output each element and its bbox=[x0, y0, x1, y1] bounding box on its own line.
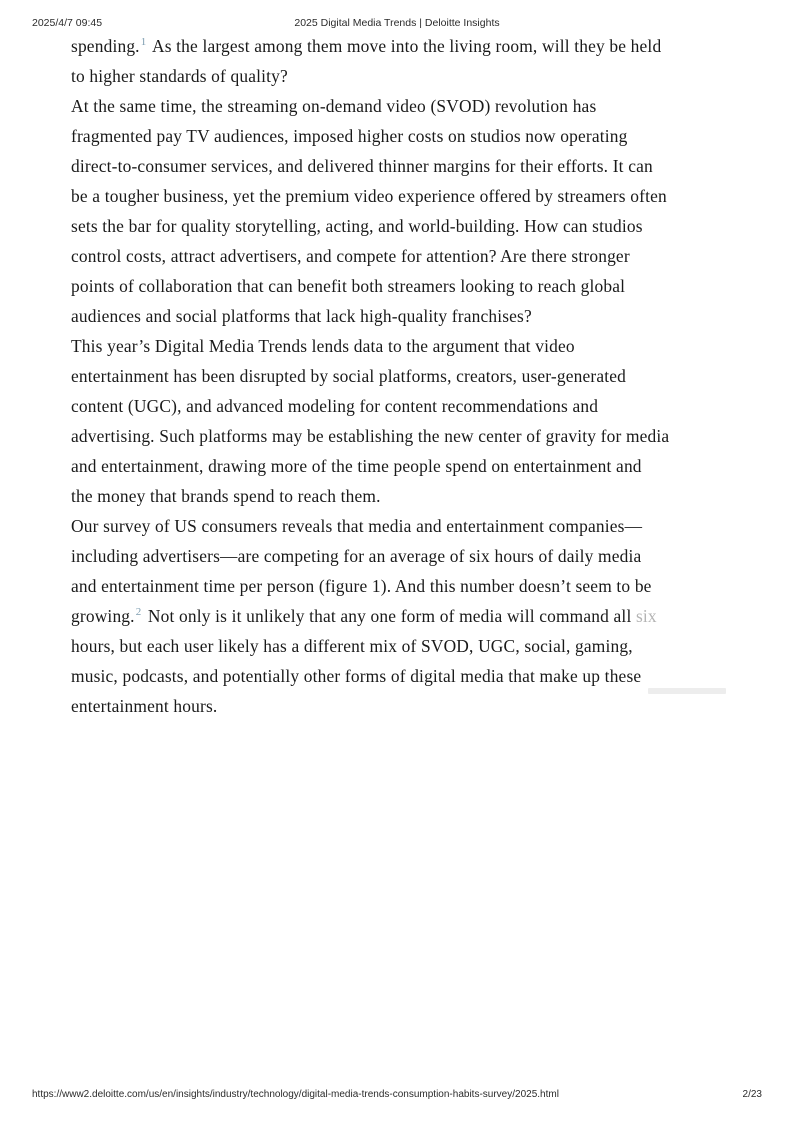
text-line bbox=[71, 391, 731, 421]
text-run: direct-to-consumer services, and delivered thinner margins for their efforts. It can bbox=[71, 156, 653, 176]
text-run: Our survey of US consumers reveals that media and entertainment companies— bbox=[71, 516, 643, 536]
text-run: advertising. Such platforms may be establishing the new center of gravity for media bbox=[71, 426, 670, 446]
header-document-title: 2025 Digital Media Trends | Deloitte Insights bbox=[294, 17, 500, 29]
text-run: be a tougher business, yet the premium video experience offered by streamers often bbox=[71, 186, 667, 206]
text-run: music, podcasts, and potentially other forms of digital media that make up these bbox=[71, 666, 642, 686]
text-line bbox=[71, 31, 731, 61]
text-line bbox=[71, 361, 731, 391]
text-run: entertainment hours. bbox=[71, 696, 218, 716]
page-header bbox=[0, 17, 794, 31]
paragraph bbox=[71, 31, 731, 91]
text-run: spending. bbox=[71, 36, 140, 56]
inline-link[interactable]: six bbox=[635, 606, 657, 626]
text-run: entertainment has been disrupted by social platforms, creators, user-generated bbox=[71, 366, 627, 386]
text-run: audiences and social platforms that lack high-quality franchises? bbox=[71, 306, 532, 326]
text-line bbox=[71, 121, 731, 151]
header-date: 2025/4/7 09:45 bbox=[32, 17, 103, 29]
text-line bbox=[71, 151, 731, 181]
text-line bbox=[71, 661, 731, 691]
print-artifact-smudge bbox=[648, 688, 726, 694]
text-line bbox=[71, 331, 731, 361]
text-run: sets the bar for quality storytelling, acting, and world-building. How can studios bbox=[71, 216, 643, 236]
text-run: This year’s Digital Media Trends lends data to the argument that video bbox=[71, 336, 575, 356]
text-run: including advertisers—are competing for an average of six hours of daily media bbox=[71, 546, 642, 566]
text-line bbox=[71, 181, 731, 211]
paragraph bbox=[71, 91, 731, 331]
text-run: At the same time, the streaming on-demand video (SVOD) revolution has bbox=[71, 96, 597, 116]
footnote-reference[interactable]: 1 bbox=[140, 36, 147, 49]
text-line bbox=[71, 691, 731, 721]
text-run: the money that brands spend to reach them. bbox=[71, 486, 381, 506]
text-run: control costs, attract advertisers, and compete for attention? Are there stronger bbox=[71, 246, 630, 266]
document-body bbox=[71, 31, 731, 721]
text-line bbox=[71, 271, 731, 301]
text-run: to higher standards of quality? bbox=[71, 66, 288, 86]
paragraph bbox=[71, 511, 731, 721]
footnote-reference[interactable]: 2 bbox=[135, 606, 142, 619]
text-line bbox=[71, 61, 731, 91]
page-footer bbox=[0, 1089, 794, 1102]
text-line bbox=[71, 91, 731, 121]
text-line bbox=[71, 601, 731, 631]
text-line bbox=[71, 631, 731, 661]
text-run: fragmented pay TV audiences, imposed higher costs on studios now operating bbox=[71, 126, 628, 146]
footer-page-number: 2/23 bbox=[742, 1089, 762, 1100]
paragraph bbox=[71, 331, 731, 511]
text-run: growing. bbox=[71, 606, 135, 626]
text-line bbox=[71, 511, 731, 541]
footer-source-url: https://www2.deloitte.com/us/en/insights/industry/technology/digital-media-trends-consumption-habits-survey/2025.html bbox=[32, 1089, 559, 1100]
text-run: points of collaboration that can benefit both streamers looking to reach global bbox=[71, 276, 626, 296]
text-run: As the largest among them move into the living room, will they be held bbox=[148, 36, 662, 56]
text-run: Not only is it unlikely that any one form of media will command all bbox=[143, 606, 636, 626]
text-line bbox=[71, 571, 731, 601]
text-line bbox=[71, 241, 731, 271]
text-line bbox=[71, 451, 731, 481]
text-run: and entertainment, drawing more of the time people spend on entertainment and bbox=[71, 456, 642, 476]
text-run: hours, but each user likely has a different mix of SVOD, UGC, social, gaming, bbox=[71, 636, 633, 656]
text-line bbox=[71, 301, 731, 331]
text-run: and entertainment time per person (figure 1). And this number doesn’t seem to be bbox=[71, 576, 652, 596]
text-line bbox=[71, 421, 731, 451]
text-run: content (UGC), and advanced modeling for content recommendations and bbox=[71, 396, 599, 416]
text-line bbox=[71, 541, 731, 571]
text-line bbox=[71, 481, 731, 511]
text-line bbox=[71, 211, 731, 241]
